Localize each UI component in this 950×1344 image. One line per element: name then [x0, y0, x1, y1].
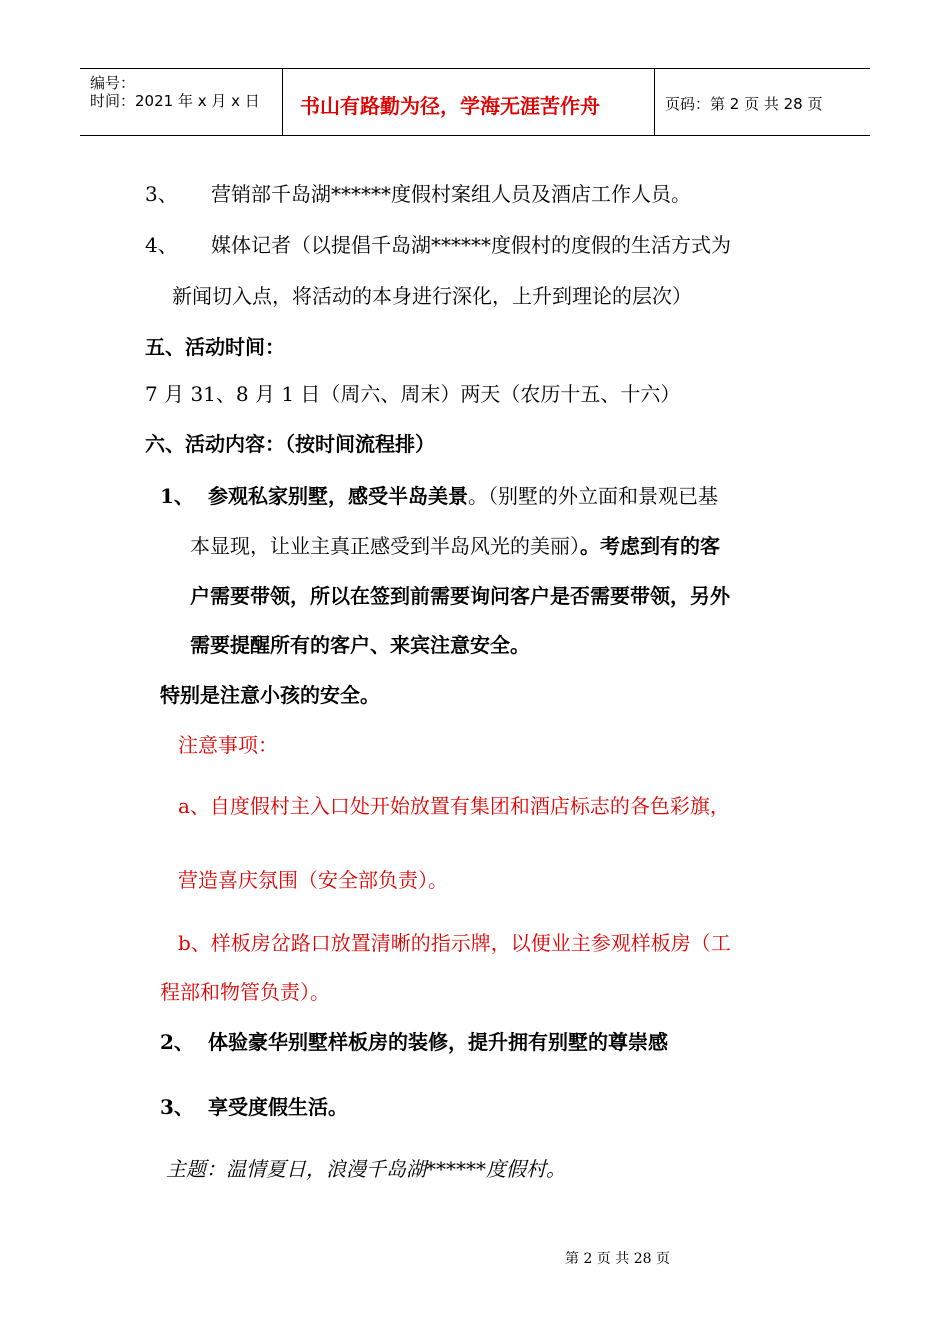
notice-item-b-continuation: 程部和物管负责）。 — [160, 980, 330, 1004]
list-item-4 — [145, 229, 731, 258]
activity-1 — [160, 480, 718, 509]
notice-item-a-continuation: 营造喜庆氛围（安全部负责）。 — [178, 868, 448, 892]
list-item-number: 3、 — [145, 182, 178, 206]
notice-item-b: b、样板房岔路口放置清晰的指示牌，以便业主参观样板房（工 — [178, 931, 731, 955]
list-item-text: 营销部千岛湖******度假村案组人员及酒店工作人员。 — [211, 182, 691, 206]
header-top-border — [80, 68, 870, 69]
activity-1-bold-d: 特别是注意小孩的安全。 — [160, 683, 380, 707]
notice-title: 注意事项： — [178, 733, 278, 757]
header-page-info: 页码：第 2 页 共 28 页 — [665, 95, 823, 113]
theme-line: 主题：温情夏日，浪漫千岛湖******度假村。 — [166, 1157, 566, 1181]
header-time-label: 时间：2021 年 x 月 x 日 — [90, 92, 260, 110]
list-item-number: 4、 — [145, 233, 178, 257]
activity-2-text: 体验豪华别墅样板房的装修，提升拥有别墅的尊崇感 — [208, 1030, 668, 1054]
section-6-title: 六、活动内容：（按时间流程排） — [145, 432, 435, 456]
header-divider-right — [654, 68, 655, 136]
activity-2 — [160, 1026, 668, 1055]
header-divider-left — [282, 68, 283, 136]
activity-3-text: 享受度假生活。 — [208, 1095, 348, 1119]
activity-number: 1、 — [160, 484, 194, 508]
activity-3 — [160, 1091, 348, 1120]
section-5-title: 五、活动时间： — [145, 335, 285, 359]
activity-number: 2、 — [160, 1030, 194, 1054]
activity-time-text: 7 月 31、8 月 1 日（周六、周末）两天（农历十五、十六） — [145, 382, 681, 406]
activity-1-bold-b: 户需要带领，所以在签到前需要询问客户是否需要带领，另外 — [190, 584, 730, 608]
list-item-4-continuation: 新闻切入点，将活动的本身进行深化，上升到理论的层次） — [172, 284, 692, 308]
activity-1-line-2 — [190, 530, 720, 559]
activity-number: 3、 — [160, 1095, 194, 1119]
activity-1-desc-b: 本显现，让业主真正感受到半岛风光的美丽） — [190, 534, 580, 558]
header-motto: 书山有路勤为径，学海无涯苦作舟 — [300, 94, 600, 118]
list-item-text: 媒体记者（以提倡千岛湖******度假村的度假的生活方式为 — [211, 233, 731, 257]
page-footer: 第 2 页 共 28 页 — [565, 1251, 670, 1267]
list-item-3 — [145, 178, 691, 207]
activity-1-bold-a: 。考虑到有的客 — [580, 534, 720, 558]
activity-1-title: 参观私家别墅，感受半岛美景 — [208, 484, 468, 508]
header-bottom-border — [80, 135, 870, 136]
header-number-label: 编号： — [90, 74, 136, 92]
activity-1-desc-a: 。（别墅的外立面和景观已基 — [468, 484, 718, 508]
notice-item-a: a、自度假村主入口处开始放置有集团和酒店标志的各色彩旗， — [178, 794, 730, 818]
activity-1-bold-c: 需要提醒所有的客户、来宾注意安全。 — [190, 633, 530, 657]
